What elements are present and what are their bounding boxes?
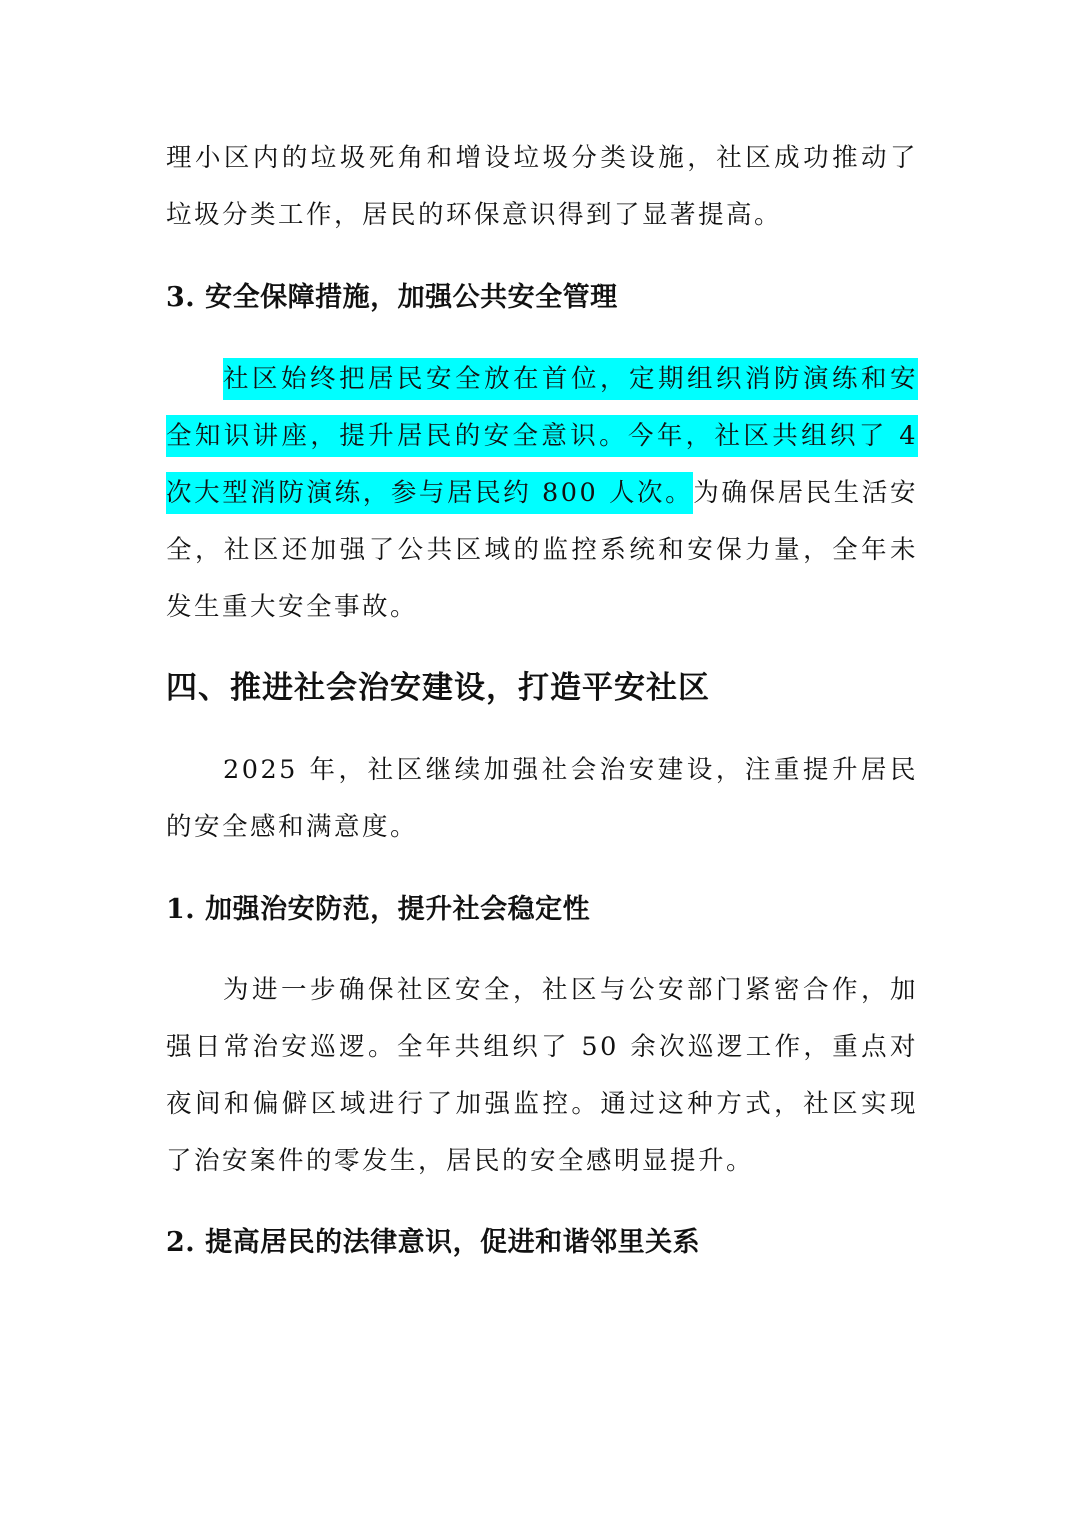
paragraph-safety-rest: 为确保居民生活安全，社区还加强了公共区域的监控系统和安保力量，全年未发生重大安全事故。 xyxy=(166,478,918,622)
highlighted-text: 社区始终把居民安全放在首位，定期组织消防演练和安全知识讲座，提升居民的安全意识。今年，社区共组织了 4 次大型消防演练，参与居民约 800 人次。 xyxy=(166,358,918,514)
subheading-legal-awareness: 2. 提高居民的法律意识，促进和谐邻里关系 xyxy=(166,1227,701,1258)
subheading-patrol: 1. 加强治安防范，提升社会稳定性 xyxy=(166,894,591,925)
subheading-safety-measures: 3. 安全保障措施，加强公共安全管理 xyxy=(166,282,618,313)
section-heading-public-security: 四、推进社会治安建设，打造平安社区 xyxy=(166,670,710,706)
paragraph-waste-sorting: 理小区内的垃圾死角和增设垃圾分类设施，社区成功推动了垃圾分类工作，居民的环保意识得到了显著提高。 xyxy=(166,143,918,230)
paragraph-patrol: 为进一步确保社区安全，社区与公安部门紧密合作，加强日常治安巡逻。全年共组织了 50 余次巡逻工作，重点对夜间和偏僻区域进行了加强监控。通过这种方式，社区实现了治安案件的零发生，居民的安全感明显提升。 xyxy=(166,975,918,1176)
paragraph-security-intro: 2025 年，社区继续加强社会治安建设，注重提升居民的安全感和满意度。 xyxy=(166,755,918,842)
paragraph-safety xyxy=(166,351,918,636)
